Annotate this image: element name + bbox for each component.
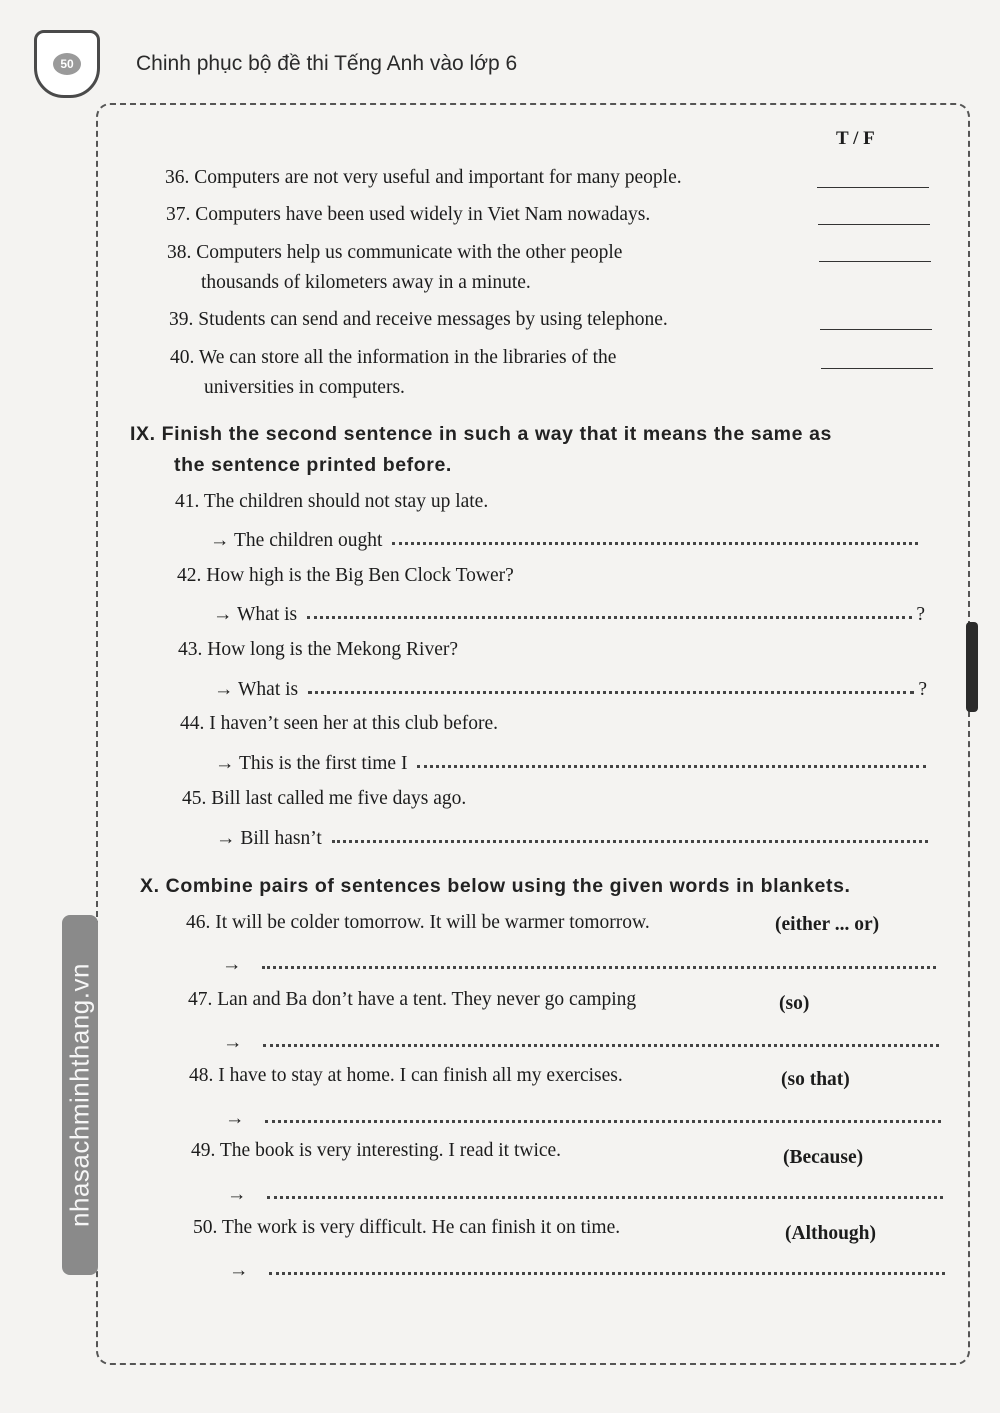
- ix-answer-lead-45: → Bill hasn’t: [216, 828, 322, 849]
- ix-question-43: 43. How long is the Mekong River?: [178, 639, 459, 660]
- answer-dotted-line[interactable]: [263, 1044, 940, 1047]
- x-question-49: 49. The book is very interesting. I read it twice.: [191, 1140, 562, 1161]
- answer-dotted-line[interactable]: [307, 616, 912, 619]
- tf-question-38-cont: thousands of kilometers away in a minute.: [201, 272, 531, 293]
- tf-question-37: 37. Computers have been used widely in Viet Nam nowadays.: [166, 204, 651, 225]
- ix-question-45: 45. Bill last called me five days ago.: [182, 788, 467, 809]
- answer-dotted-line[interactable]: [417, 765, 926, 768]
- answer-dotted-line[interactable]: [265, 1120, 942, 1123]
- answer-dotted-line[interactable]: [392, 542, 918, 545]
- ix-answer-lead-41: → The children ought: [210, 530, 383, 551]
- tf-question-40: 40. We can store all the information in the libraries of the: [170, 347, 617, 368]
- tf-answer-blank-40[interactable]: [821, 368, 933, 369]
- tf-question-38: 38. Computers help us communicate with the other people: [167, 242, 623, 263]
- page-number: 50: [53, 53, 81, 75]
- ix-answer-row-44[interactable]: [215, 745, 930, 775]
- ix-answer-lead-42: → What is: [213, 604, 298, 625]
- tf-answer-blank-39[interactable]: [820, 329, 932, 330]
- tf-answer-blank-36[interactable]: [817, 187, 929, 188]
- x-answer-arrow-48: →: [225, 1108, 245, 1129]
- section-x-title: X. Combine pairs of sentences below using the given words in blankets.: [140, 875, 851, 897]
- x-hint-50: (Although): [785, 1223, 877, 1244]
- answer-dotted-line[interactable]: [269, 1272, 946, 1275]
- tf-question-39: 39. Students can send and receive messages by using telephone.: [169, 309, 668, 330]
- tf-question-36: 36. Computers are not very useful and important for many people.: [165, 167, 682, 188]
- ix-answer-lead-43: → What is: [214, 679, 299, 700]
- page-badge: [34, 30, 100, 98]
- x-question-46: 46. It will be colder tomorrow. It will be warmer tomorrow.: [186, 912, 650, 933]
- tf-answer-blank-38[interactable]: [819, 261, 931, 262]
- x-answer-arrow-49: →: [227, 1184, 247, 1205]
- ix-question-41: 41. The children should not stay up late.: [175, 491, 489, 512]
- x-answer-arrow-50: →: [229, 1260, 249, 1281]
- ix-question-44: 44. I haven’t seen her at this club before.: [180, 713, 499, 734]
- answer-dotted-line[interactable]: [262, 966, 937, 969]
- tf-answer-blank-37[interactable]: [818, 224, 930, 225]
- ix-answer-row-45[interactable]: [216, 820, 932, 850]
- x-answer-arrow-47: →: [223, 1032, 243, 1053]
- x-answer-row-48[interactable]: [225, 1100, 945, 1130]
- x-question-50: 50. The work is very difficult. He can finish it on time.: [193, 1217, 621, 1238]
- ix-answer-lead-44: → This is the first time I: [215, 753, 408, 774]
- x-hint-49: (Because): [783, 1147, 864, 1168]
- scan-edge-mark: [966, 622, 978, 712]
- answer-dotted-line[interactable]: [308, 691, 914, 694]
- section-ix-title-line1: IX. Finish the second sentence in such a way that it means the same as: [130, 423, 832, 445]
- x-answer-row-46[interactable]: [222, 946, 940, 976]
- answer-dotted-line[interactable]: [332, 840, 928, 843]
- side-watermark-text: nhasachminhthang.vn: [64, 963, 95, 1227]
- tf-question-40-cont: universities in computers.: [204, 377, 405, 398]
- ix-question-42: 42. How high is the Big Ben Clock Tower?: [177, 565, 514, 586]
- tf-column-header: T / F: [836, 128, 875, 149]
- book-title: Chinh phục bộ đề thi Tếng Anh vào lớp 6: [136, 52, 518, 75]
- x-question-47: 47. Lan and Ba don’t have a tent. They never go camping: [188, 989, 637, 1010]
- x-answer-row-47[interactable]: [223, 1024, 943, 1054]
- x-hint-48: (so that): [781, 1069, 850, 1090]
- x-answer-row-49[interactable]: [227, 1176, 947, 1206]
- answer-dotted-line[interactable]: [267, 1196, 944, 1199]
- ix-answer-row-42[interactable]: [213, 596, 925, 626]
- section-ix-title-line2: the sentence printed before.: [174, 454, 452, 476]
- ix-answer-end-43: ?: [918, 679, 927, 700]
- ix-answer-row-43[interactable]: [214, 671, 927, 701]
- ix-answer-row-41[interactable]: [210, 522, 922, 552]
- x-answer-arrow-46: →: [222, 954, 242, 975]
- x-hint-47: (so): [779, 993, 810, 1014]
- x-hint-46: (either ... or): [775, 914, 880, 935]
- x-question-48: 48. I have to stay at home. I can finish all my exercises.: [189, 1065, 623, 1086]
- x-answer-row-50[interactable]: [229, 1252, 949, 1282]
- ix-answer-end-42: ?: [916, 604, 925, 625]
